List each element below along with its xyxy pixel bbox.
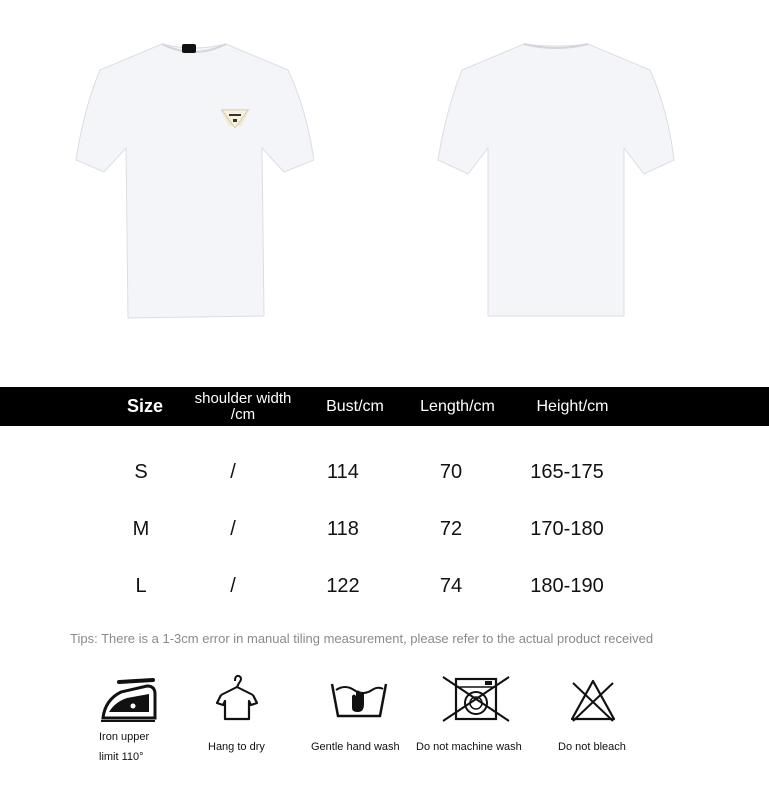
no-machine-wash-icon xyxy=(441,675,511,723)
header-length: Length/cm xyxy=(420,397,495,415)
no-bleach-icon xyxy=(569,677,617,723)
header-shoulder-width xyxy=(178,387,308,426)
table-row xyxy=(0,514,769,544)
cell-bust: 118 xyxy=(327,517,359,540)
cell-bust: 122 xyxy=(326,574,360,597)
tshirt-front-image xyxy=(74,38,314,320)
hanger-shirt-icon xyxy=(215,673,259,723)
cell-length: 72 xyxy=(439,517,463,540)
care-label-hang: Hang to dry xyxy=(208,741,265,753)
cell-length: 74 xyxy=(439,574,463,597)
header-shoulder-line2: /cm xyxy=(230,405,256,423)
care-label-hand-wash: Gentle hand wash xyxy=(311,741,400,753)
header-height: Height/cm xyxy=(536,397,609,415)
iron-icon xyxy=(97,676,157,724)
table-row xyxy=(0,457,769,487)
cell-height: 180-190 xyxy=(530,574,604,597)
tshirt-back-image xyxy=(436,40,676,320)
size-table-header xyxy=(0,387,769,426)
cell-size: S xyxy=(134,460,148,483)
cell-shoulder: / xyxy=(230,460,236,483)
cell-shoulder: / xyxy=(230,574,236,597)
care-label-iron-line1: Iron upper xyxy=(99,731,150,743)
cell-shoulder: / xyxy=(230,517,236,540)
header-size: Size xyxy=(126,396,164,416)
care-label-no-machine-wash: Do not machine wash xyxy=(416,741,522,753)
cell-size: M xyxy=(132,517,150,540)
header-bust: Bust/cm xyxy=(326,397,384,415)
care-label-no-bleach: Do not bleach xyxy=(558,741,626,753)
table-row xyxy=(0,571,769,601)
care-label-iron-line2: limit 110° xyxy=(99,751,144,763)
cell-height: 165-175 xyxy=(530,460,604,483)
cell-bust: 114 xyxy=(327,460,359,483)
hand-wash-icon xyxy=(330,678,388,722)
cell-size: L xyxy=(135,574,147,597)
header-shoulder-line1: shoulder width xyxy=(194,389,292,407)
cell-length: 70 xyxy=(439,460,463,483)
cell-height: 170-180 xyxy=(530,517,604,540)
measurement-tips: Tips: There is a 1-3cm error in manual tiling measurement, please refer to the actual product received xyxy=(70,631,654,646)
